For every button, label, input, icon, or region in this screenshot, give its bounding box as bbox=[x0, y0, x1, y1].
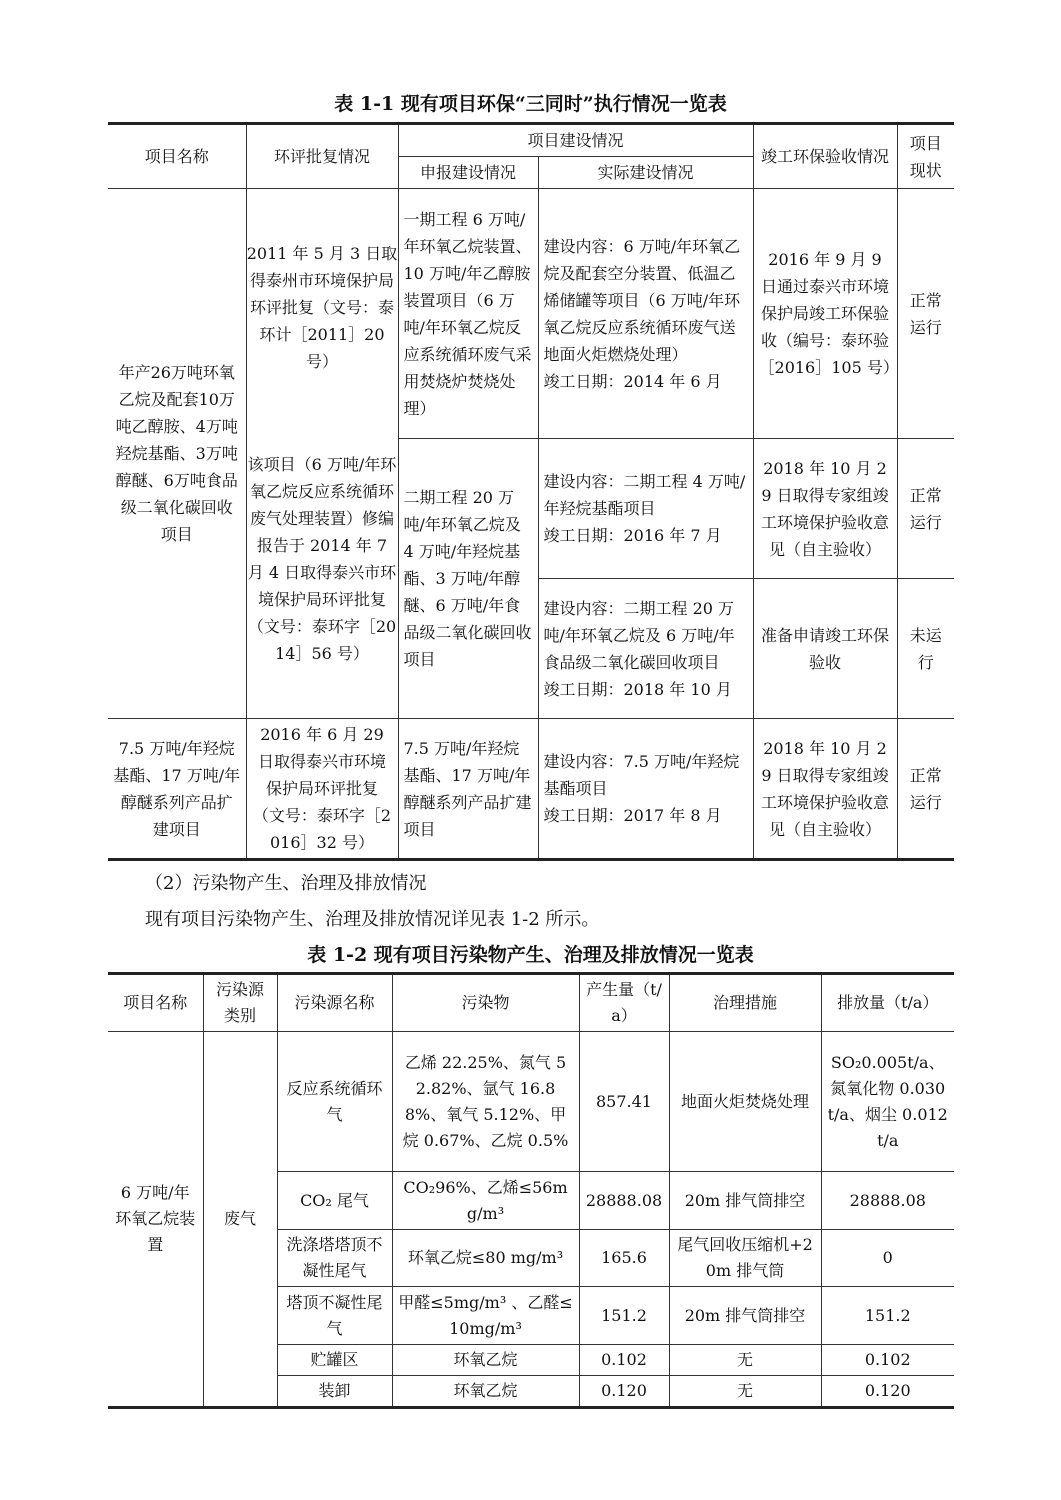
t2-emission: 0.102 bbox=[821, 1345, 954, 1376]
t1-project2-actual: 建设内容：7.5 万吨/年羟烷基酯项目 竣工日期：2017 年 8 月 bbox=[538, 719, 753, 860]
table-row bbox=[108, 189, 954, 439]
t2-header-emission: 排放量（t/a） bbox=[821, 974, 954, 1032]
t2-treatment: 尾气回收压缩机+20m 排气筒 bbox=[669, 1230, 821, 1287]
table2-header-row bbox=[108, 974, 954, 1032]
t2-source: 洗涤塔塔顶不凝性尾气 bbox=[277, 1230, 392, 1287]
t2-emission: 0.120 bbox=[821, 1376, 954, 1408]
t2-source: 塔顶不凝性尾气 bbox=[277, 1287, 392, 1345]
t1-header-actual: 实际建设情况 bbox=[538, 157, 753, 189]
t2-treatment: 20m 排气筒排空 bbox=[669, 1287, 821, 1345]
t1-project1-eia bbox=[246, 189, 398, 719]
t2-pollutant: 环氧乙烷≤80 mg/m³ bbox=[392, 1230, 579, 1287]
t1-project2-declared: 7.5 万吨/年羟烷基酯、17 万吨/年醇醚系列产品扩建项目 bbox=[398, 719, 538, 860]
t2-pollutant: 环氧乙烷 bbox=[392, 1345, 579, 1376]
t1-header-declared: 申报建设情况 bbox=[398, 157, 538, 189]
t1-project2-acceptance: 2018 年 10 月 29 日取得专家组竣工环境保护验收意见（自主验收） bbox=[753, 719, 897, 860]
t1-phase1-status: 正常运行 bbox=[897, 189, 954, 439]
table-row bbox=[108, 1032, 954, 1172]
t1-header-status: 项目现状 bbox=[897, 124, 954, 189]
t1-phase1-acceptance: 2016 年 9 月 9 日通过泰兴市环境保护局竣工环保验收（编号：泰环验［2016］105 号） bbox=[753, 189, 897, 439]
t1-phase2-actual-a: 建设内容：二期工程 4 万吨/年羟烷基酯项目 竣工日期：2016 年 7 月 bbox=[538, 439, 753, 579]
t2-header-pollutant: 污染物 bbox=[392, 974, 579, 1032]
t2-pollutant: 环氧乙烷 bbox=[392, 1376, 579, 1408]
t1-phase2-declared: 二期工程 20 万吨/年环氧乙烷及 4 万吨/年羟烷基酯、3 万吨/年醇醚、6 万吨/年食品级二氧化碳回收项目 bbox=[398, 439, 538, 719]
t2-pollutant: 甲醛≤5mg/m³ 、乙醛≤10mg/m³ bbox=[392, 1287, 579, 1345]
t2-source: CO₂ 尾气 bbox=[277, 1172, 392, 1230]
t2-treatment: 20m 排气筒排空 bbox=[669, 1172, 821, 1230]
t1-phase2-acceptance-a: 2018 年 10 月 29 日取得专家组竣工环境保护验收意见（自主验收） bbox=[753, 439, 897, 579]
t2-pollutant: 乙烯 22.25%、氮气 52.82%、氩气 16.88%、氧气 5.12%、甲烷 0.67%、乙烷 0.5% bbox=[392, 1032, 579, 1172]
section-heading: （2）污染物产生、治理及排放情况 bbox=[145, 873, 427, 894]
t2-treatment: 地面火炬焚烧处理 bbox=[669, 1032, 821, 1172]
t2-treatment: 无 bbox=[669, 1376, 821, 1408]
t1-phase2-status-b: 未运行 bbox=[897, 579, 954, 719]
t2-header-category: 污染源类别 bbox=[203, 974, 277, 1032]
t1-header-acceptance: 竣工环保验收情况 bbox=[753, 124, 897, 189]
t1-header-name: 项目名称 bbox=[108, 124, 246, 189]
t2-header-treatment: 治理措施 bbox=[669, 974, 821, 1032]
t1-phase1-actual: 建设内容：6 万吨/年环氧乙烷及配套空分装置、低温乙烯储罐等项目（6 万吨/年环氧乙烷反应系统循环废气送地面火炬燃烧处理） 竣工日期：2014 年 6 月 bbox=[538, 189, 753, 439]
t2-emission: 151.2 bbox=[821, 1287, 954, 1345]
t1-project2-name: 7.5 万吨/年羟烷基酯、17 万吨/年醇醚系列产品扩建项目 bbox=[108, 719, 246, 860]
t1-phase2-status-a: 正常运行 bbox=[897, 439, 954, 579]
t1-project1-eia-a: 2011 年 5 月 3 日取得泰州市环境保护局环评批复（文号：泰环计［2011］20 号） bbox=[246, 244, 398, 371]
t2-header-name: 项目名称 bbox=[108, 974, 203, 1032]
t2-source: 贮罐区 bbox=[277, 1345, 392, 1376]
t2-header-generated: 产生量（t/a） bbox=[579, 974, 669, 1032]
table-row bbox=[108, 719, 954, 860]
t2-emission: 0 bbox=[821, 1230, 954, 1287]
table2 bbox=[108, 972, 954, 1409]
t1-project2-eia: 2016 年 6 月 29 日取得泰兴市环境保护局环评批复（文号：泰环字［2016］32 号） bbox=[246, 719, 398, 860]
t1-phase2-acceptance-b: 准备申请竣工环保验收 bbox=[753, 579, 897, 719]
t1-project1-name: 年产26万吨环氧乙烷及配套10万吨乙醇胺、4万吨羟烷基酯、3万吨醇醚、6万吨食品级二氧化碳回收项目 bbox=[108, 189, 246, 719]
t2-pollutant: CO₂96%、乙烯≤56mg/m³ bbox=[392, 1172, 579, 1230]
table2-caption: 表 1-2 现有项目污染物产生、治理及排放情况一览表 bbox=[307, 944, 754, 966]
t1-header-construction: 项目建设情况 bbox=[398, 124, 753, 157]
t1-phase1-declared: 一期工程 6 万吨/年环氧乙烷装置、10 万吨/年乙醇胺装置项目（6 万吨/年环氧乙烷反应系统循环废气采用焚烧炉焚烧处理） bbox=[398, 189, 538, 439]
table1-header-row bbox=[108, 124, 954, 157]
t2-source: 装卸 bbox=[277, 1376, 392, 1408]
table1 bbox=[108, 122, 954, 861]
t2-generated: 0.120 bbox=[579, 1376, 669, 1408]
intro-text: 现有项目污染物产生、治理及排放情况详见表 1-2 所示。 bbox=[145, 909, 600, 930]
t2-generated: 0.102 bbox=[579, 1345, 669, 1376]
t2-emission: SO₂0.005t/a、氮氧化物 0.030t/a、烟尘 0.012t/a bbox=[821, 1032, 954, 1172]
t2-treatment: 无 bbox=[669, 1345, 821, 1376]
t2-source: 反应系统循环气 bbox=[277, 1032, 392, 1172]
t2-emission: 28888.08 bbox=[821, 1172, 954, 1230]
t2-generated: 165.6 bbox=[579, 1230, 669, 1287]
t1-project1-eia-b: 该项目（6 万吨/年环氧乙烷反应系统循环废气处理装置）修编报告于 2014 年 7 月 4 日取得泰兴市环境保护局环评批复（文号：泰环字［2014］56 号） bbox=[247, 455, 397, 663]
t1-project2-status: 正常运行 bbox=[897, 719, 954, 860]
t2-generated: 28888.08 bbox=[579, 1172, 669, 1230]
t1-phase2-actual-b: 建设内容：二期工程 20 万吨/年环氧乙烷及 6 万吨/年食品级二氧化碳回收项目 竣工日期：2018 年 10 月 bbox=[538, 579, 753, 719]
t2-header-source: 污染源名称 bbox=[277, 974, 392, 1032]
t1-header-eia: 环评批复情况 bbox=[246, 124, 398, 189]
t2-generated: 857.41 bbox=[579, 1032, 669, 1172]
t2-project-name: 6 万吨/年环氧乙烷装置 bbox=[108, 1032, 203, 1408]
table1-caption: 表 1-1 现有项目环保“三同时”执行情况一览表 bbox=[334, 93, 727, 115]
t2-generated: 151.2 bbox=[579, 1287, 669, 1345]
t2-category: 废气 bbox=[203, 1032, 277, 1408]
